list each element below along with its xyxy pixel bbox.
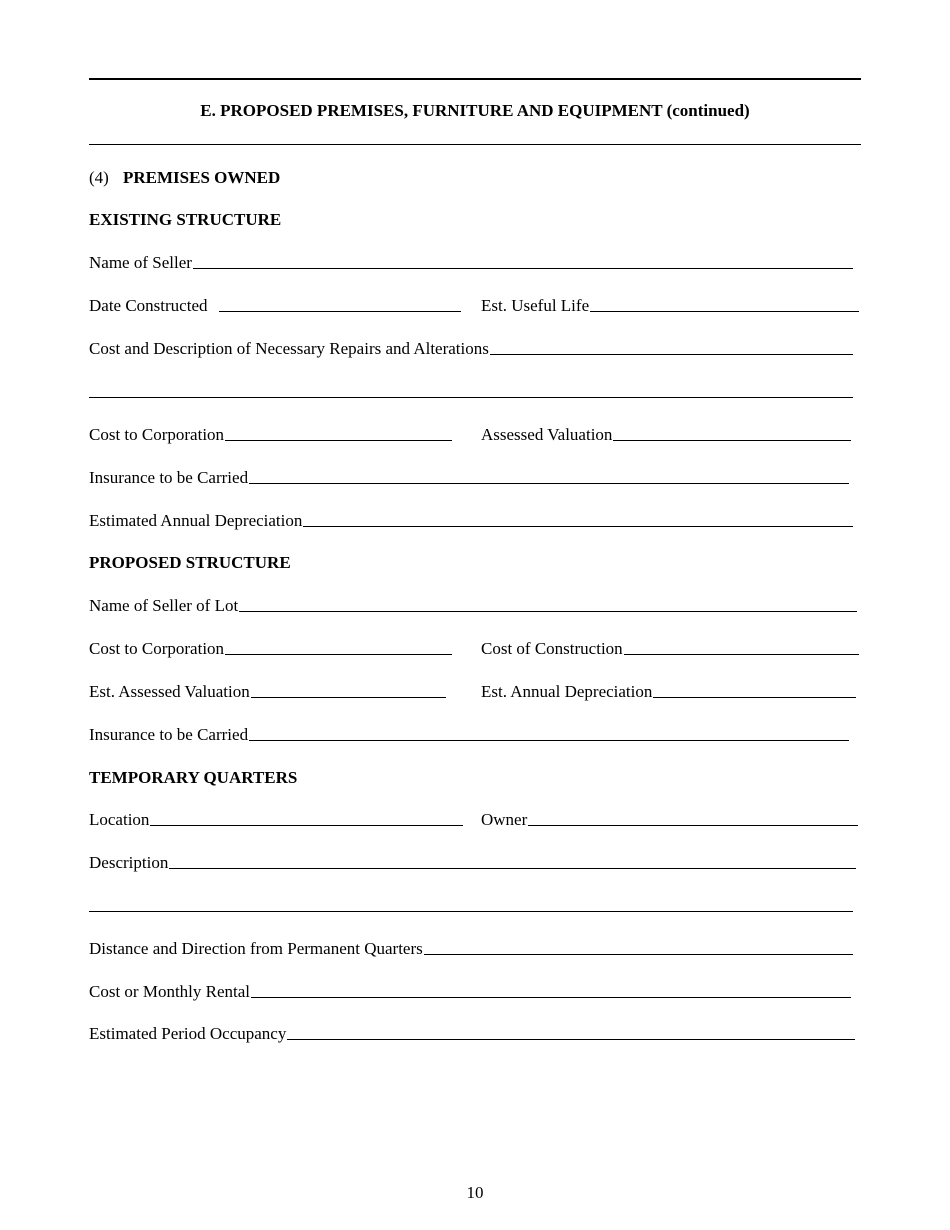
distance-direction-label: Distance and Direction from Permanent Quarters: [89, 939, 423, 958]
est-useful-life-label: Est. Useful Life: [481, 296, 590, 315]
name-of-seller-of-lot-label: Name of Seller of Lot: [89, 596, 239, 615]
proposed-insurance-field: [89, 725, 849, 745]
cost-of-construction-label: Cost of Construction: [481, 639, 623, 658]
assessed-valuation-field: [481, 425, 851, 445]
name-of-seller-of-lot-blank[interactable]: [239, 611, 857, 612]
date-constructed-label: Date Constructed: [89, 296, 208, 315]
temporary-quarters-heading: TEMPORARY QUARTERS: [89, 768, 298, 787]
cost-monthly-rental-blank[interactable]: [251, 997, 851, 998]
est-assessed-valuation-field: [89, 682, 446, 702]
existing-insurance-field: [89, 468, 849, 488]
date-constructed-field: [89, 296, 461, 316]
proposed-structure-heading: PROPOSED STRUCTURE: [89, 553, 291, 572]
estimated-period-occupancy-field: [89, 1024, 855, 1044]
estimated-annual-depreciation-blank[interactable]: [303, 526, 853, 527]
est-assessed-valuation-blank[interactable]: [251, 697, 446, 698]
repairs-alterations-field: [89, 339, 853, 359]
distance-direction-blank[interactable]: [424, 954, 853, 955]
repairs-alterations-continuation: [89, 382, 853, 402]
cost-of-construction-blank[interactable]: [624, 654, 859, 655]
existing-insurance-blank[interactable]: [249, 483, 849, 484]
est-annual-depreciation-label: Est. Annual Depreciation: [481, 682, 653, 701]
location-label: Location: [89, 810, 150, 829]
distance-direction-field: [89, 939, 853, 959]
estimated-period-occupancy-label: Estimated Period Occupancy: [89, 1024, 287, 1043]
assessed-valuation-label: Assessed Valuation: [481, 425, 613, 444]
date-constructed-blank[interactable]: [219, 311, 462, 312]
existing-cost-to-corporation-blank[interactable]: [225, 440, 452, 441]
estimated-annual-depreciation-field: [89, 511, 853, 531]
section-title: E. PROPOSED PREMISES, FURNITURE AND EQUIPMENT (continued): [200, 101, 750, 120]
top-rule: [89, 78, 861, 80]
premises-owned-label: PREMISES OWNED: [123, 168, 281, 187]
proposed-cost-to-corporation-field: [89, 639, 452, 659]
est-useful-life-blank[interactable]: [590, 311, 859, 312]
description-field: [89, 853, 856, 873]
owner-label: Owner: [481, 810, 528, 829]
page-number: 10: [466, 1183, 484, 1202]
existing-insurance-label: Insurance to be Carried: [89, 468, 249, 487]
est-useful-life-field: [481, 296, 859, 316]
owner-blank[interactable]: [528, 825, 858, 826]
est-assessed-valuation-label: Est. Assessed Valuation: [89, 682, 250, 701]
existing-structure-heading: EXISTING STRUCTURE: [89, 210, 282, 229]
est-annual-depreciation-field: [481, 682, 856, 702]
description-continuation: [89, 896, 853, 916]
existing-cost-to-corporation-field: [89, 425, 452, 445]
cost-of-construction-field: [481, 639, 859, 659]
location-blank[interactable]: [150, 825, 463, 826]
name-of-seller-of-lot-field: [89, 596, 857, 616]
proposed-insurance-blank[interactable]: [249, 740, 849, 741]
assessed-valuation-blank[interactable]: [613, 440, 851, 441]
existing-cost-to-corporation-label: Cost to Corporation: [89, 425, 225, 444]
repairs-alterations-label: Cost and Description of Necessary Repairs and Alterations: [89, 339, 489, 358]
repairs-alterations-blank-2[interactable]: [89, 397, 853, 398]
proposed-insurance-label: Insurance to be Carried: [89, 725, 249, 744]
est-annual-depreciation-blank[interactable]: [653, 697, 856, 698]
estimated-period-occupancy-blank[interactable]: [287, 1039, 855, 1040]
cost-monthly-rental-label: Cost or Monthly Rental: [89, 982, 251, 1001]
description-label: Description: [89, 853, 169, 872]
premises-owned-heading: [89, 168, 280, 188]
location-field: [89, 810, 463, 830]
proposed-cost-to-corporation-label: Cost to Corporation: [89, 639, 225, 658]
estimated-annual-depreciation-label: Estimated Annual Depreciation: [89, 511, 303, 530]
owner-field: [481, 810, 858, 830]
name-of-seller-label: Name of Seller: [89, 253, 192, 272]
name-of-seller-field: [89, 253, 853, 273]
description-blank-2[interactable]: [89, 911, 853, 912]
name-of-seller-blank[interactable]: [193, 268, 853, 269]
cost-monthly-rental-field: [89, 982, 851, 1002]
repairs-alterations-blank[interactable]: [490, 354, 853, 355]
description-blank[interactable]: [169, 868, 856, 869]
section-number: (4): [89, 168, 109, 187]
title-underline-rule: [89, 144, 861, 145]
proposed-cost-to-corporation-blank[interactable]: [225, 654, 452, 655]
